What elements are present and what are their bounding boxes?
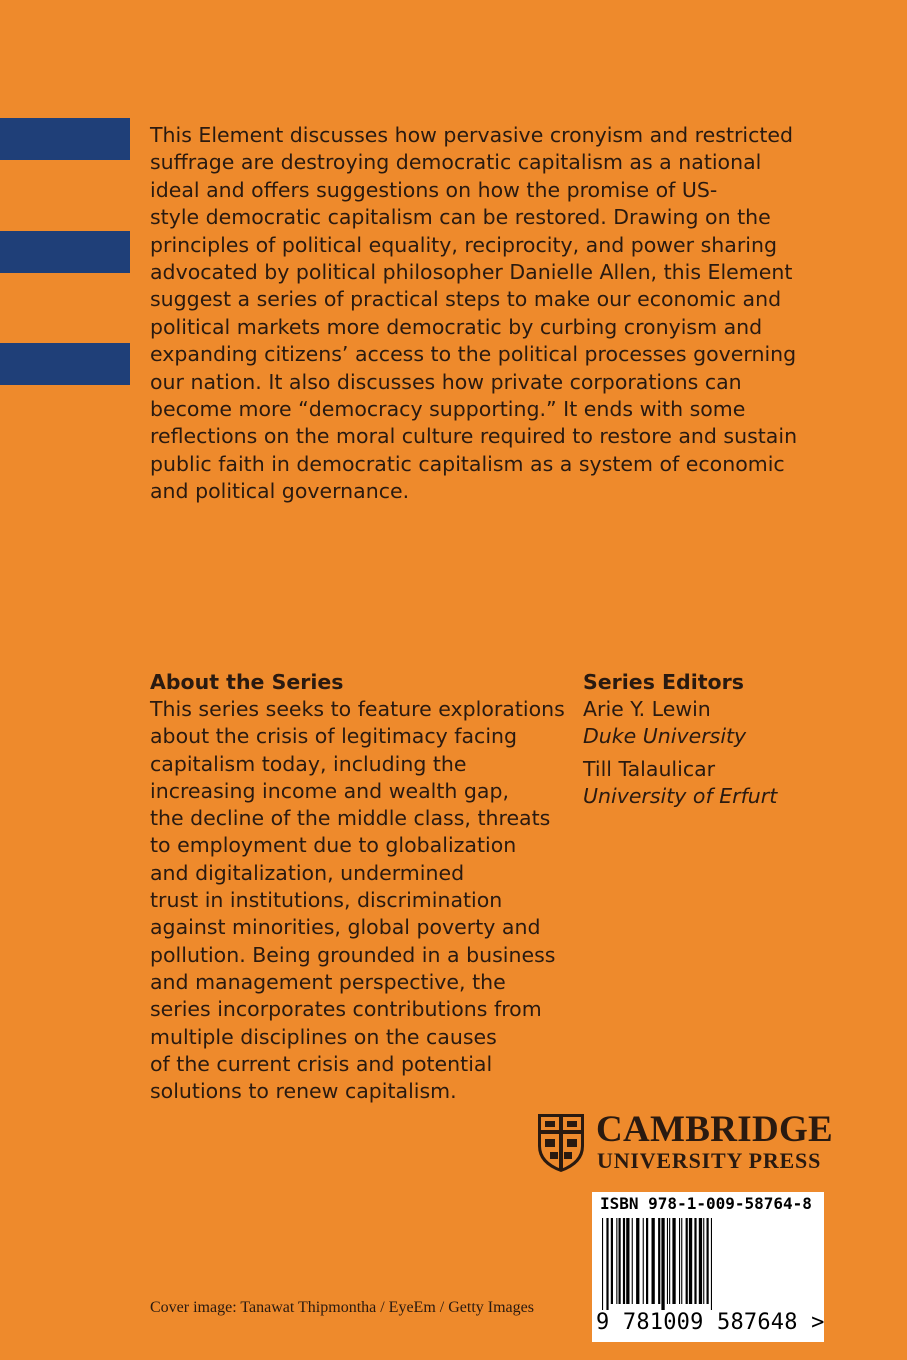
barcode-bar <box>652 1218 655 1304</box>
description-line: expanding citizens’ access to the political processes governing <box>150 342 797 367</box>
barcode-bar <box>669 1218 670 1304</box>
about-line: This series seeks to feature explorations <box>150 697 565 721</box>
barcode-bar <box>661 1218 664 1310</box>
barcode-bar <box>619 1218 621 1304</box>
editor-affiliation: Duke University <box>583 724 747 749</box>
about-line: trust in institutions, discrimination <box>150 888 503 913</box>
about-series-heading: About the Series <box>150 670 344 694</box>
barcode-bar <box>667 1218 668 1304</box>
accent-bar-bottom <box>0 343 130 385</box>
about-line: pollution. Being grounded in a business <box>150 942 556 967</box>
barcode-bar <box>686 1218 688 1304</box>
editor-affiliation: University of Erfurt <box>583 783 778 808</box>
cambridge-shield-icon <box>536 1112 586 1174</box>
isbn-digits: 9 781009 587648 > <box>596 1310 825 1335</box>
description-line: ideal and offers suggestions on how the promise of US- <box>150 177 718 202</box>
description-line: become more “democracy supporting.” It ends with some <box>150 397 746 422</box>
barcode-bar <box>646 1218 648 1304</box>
about-line: and management perspective, the <box>150 969 506 994</box>
about-line: solutions to renew capitalism. <box>150 1079 457 1104</box>
description-line: reflections on the moral culture required to restore and sustain <box>150 424 798 449</box>
description-line: This Element discusses how pervasive cronyism and restricted <box>150 123 794 147</box>
accent-bar-middle <box>0 231 130 273</box>
editor-entry <box>583 696 883 751</box>
barcode-bar <box>602 1218 603 1310</box>
about-series-section <box>150 668 580 1105</box>
barcode-bar <box>611 1218 613 1304</box>
description-line: political markets more democratic by curbing cronyism and <box>150 314 763 339</box>
about-line: about the crisis of legitimacy facing <box>150 724 518 749</box>
publisher-subname: UNIVERSITY PRESS <box>597 1148 822 1173</box>
description-line: principles of political equality, reciprocity, and power sharing <box>150 232 777 257</box>
series-editors-heading: Series Editors <box>583 670 744 694</box>
editor-name: Arie Y. Lewin <box>583 697 711 721</box>
barcode-bar <box>606 1218 608 1310</box>
about-line: to employment due to globalization <box>150 833 517 858</box>
barcode-bar <box>699 1218 702 1304</box>
barcode-bar <box>626 1218 629 1304</box>
about-line: of the current crisis and potential <box>150 1051 493 1076</box>
barcode-bars <box>600 1218 816 1310</box>
editor-entry <box>583 756 883 811</box>
editor-name: Till Talaulicar <box>583 756 716 781</box>
cover-image-credit: Cover image: Tanawat Thipmontha / EyeEm / Getty Images <box>150 1299 534 1316</box>
barcode-bar <box>694 1218 696 1304</box>
description-line: suggest a series of practical steps to make our economic and <box>150 287 782 312</box>
barcode-bar <box>703 1218 704 1304</box>
isbn-barcode <box>592 1192 824 1342</box>
barcode-bar <box>636 1218 639 1304</box>
publisher-name: CAMBRIDGE <box>596 1109 834 1150</box>
about-line: capitalism today, including the <box>150 751 467 776</box>
about-series-text <box>150 696 580 1105</box>
barcode-bar <box>632 1218 633 1304</box>
barcode-bar <box>681 1218 682 1304</box>
description-line: our nation. It also discusses how private corporations can <box>150 369 742 394</box>
barcode-bar <box>616 1218 617 1304</box>
barcode-bar <box>623 1218 625 1304</box>
series-editors-section <box>583 668 883 815</box>
about-line: multiple disciplines on the causes <box>150 1024 497 1049</box>
description-line: suffrage are destroying democratic capitalism as a national <box>150 150 762 175</box>
book-description <box>150 122 830 506</box>
about-line: against minorities, global poverty and <box>150 915 541 940</box>
isbn-label: ISBN 978-1-009-58764-8 <box>600 1194 812 1213</box>
about-line: series incorporates contributions from <box>150 997 542 1022</box>
barcode-bar <box>707 1218 709 1304</box>
accent-bar-top <box>0 118 130 160</box>
barcode-bar <box>658 1218 660 1304</box>
description-line: style democratic capitalism can be restored. Drawing on the <box>150 205 771 230</box>
barcode-bar <box>689 1218 692 1304</box>
description-line: advocated by political philosopher Danielle Allen, this Element <box>150 260 793 285</box>
description-line: public faith in democratic capitalism as a system of economic <box>150 451 785 476</box>
about-line: the decline of the middle class, threats <box>150 806 551 831</box>
about-line: and digitalization, undermined <box>150 860 465 885</box>
description-line: and political governance. <box>150 479 410 504</box>
barcode-bar <box>643 1218 644 1304</box>
barcode-bar <box>711 1218 712 1310</box>
barcode-bar <box>672 1218 675 1304</box>
barcode-bar <box>679 1218 680 1304</box>
about-line: increasing income and wealth gap, <box>150 778 509 803</box>
